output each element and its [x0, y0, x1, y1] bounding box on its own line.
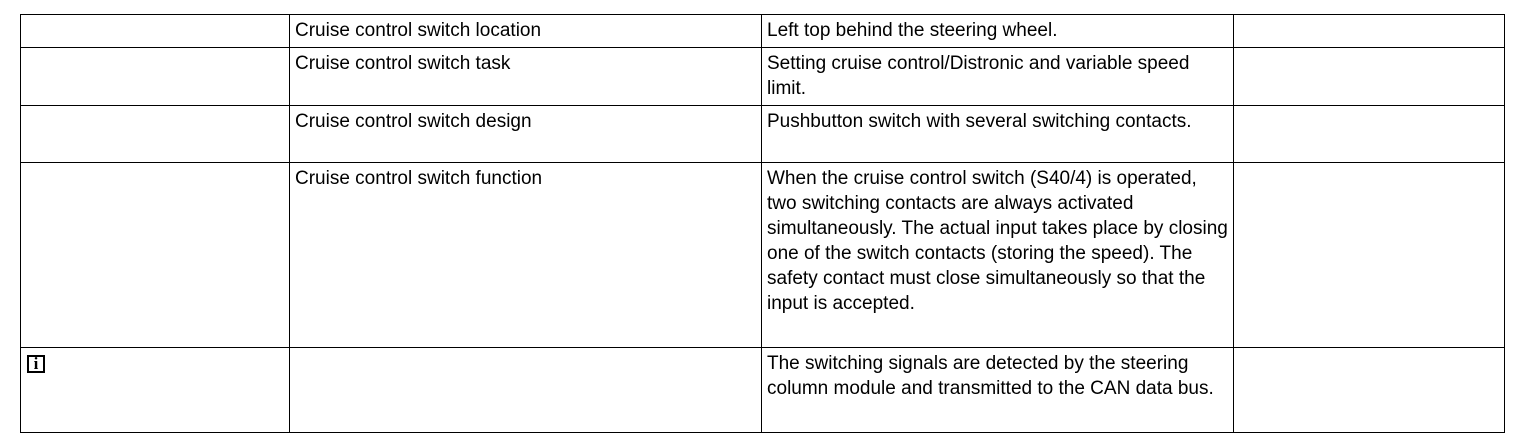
row-text: Setting cruise control/Distronic and variable speed limit. — [762, 48, 1234, 106]
info-icon: i — [27, 355, 45, 373]
icon-cell — [21, 163, 290, 348]
row-label — [290, 348, 762, 433]
row-label: Cruise control switch design — [290, 106, 762, 163]
table-row — [21, 163, 1505, 348]
notes-cell — [1234, 48, 1505, 106]
notes-cell — [1234, 15, 1505, 48]
row-label: Cruise control switch function — [290, 163, 762, 348]
info-table — [20, 14, 1505, 433]
notes-cell — [1234, 348, 1505, 433]
row-text: The switching signals are detected by the steering column module and transmitted to the CAN data bus. — [762, 348, 1234, 433]
icon-cell — [21, 106, 290, 163]
row-label: Cruise control switch location — [290, 15, 762, 48]
table-row — [21, 15, 1505, 48]
table-row — [21, 48, 1505, 106]
icon-cell — [21, 15, 290, 48]
row-text: Pushbutton switch with several switching contacts. — [762, 106, 1234, 163]
row-label: Cruise control switch task — [290, 48, 762, 106]
row-text: Left top behind the steering wheel. — [762, 15, 1234, 48]
table-row — [21, 106, 1505, 163]
notes-cell — [1234, 106, 1505, 163]
icon-cell — [21, 48, 290, 106]
row-text: When the cruise control switch (S40/4) is operated, two switching contacts are always activated simultaneously. The actual input takes place by closing one of the switch contacts (storing the speed). The safety contact must close simultaneously so that the input is accepted. — [762, 163, 1234, 348]
table-row — [21, 348, 1505, 433]
notes-cell — [1234, 163, 1505, 348]
icon-cell — [21, 348, 290, 433]
